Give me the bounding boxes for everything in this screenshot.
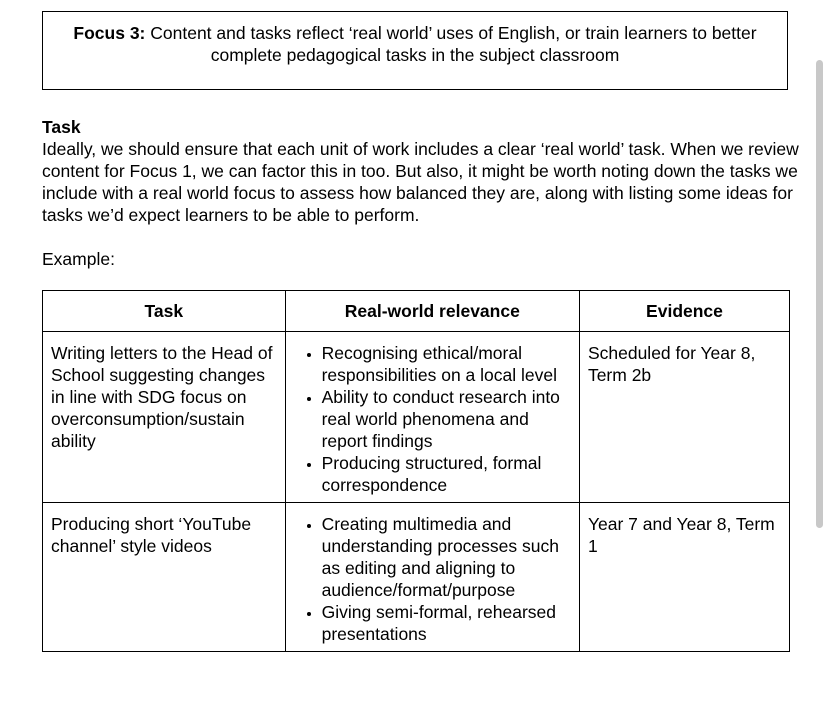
list-item: • Ability to conduct research into real world phenomena and report findings	[322, 386, 571, 452]
relevance-cell	[285, 503, 579, 652]
list-item: • Producing structured, formal correspondence	[322, 452, 571, 496]
header-evidence: Evidence	[579, 291, 789, 332]
relevance-cell	[285, 332, 579, 503]
relevance-list	[294, 513, 571, 645]
task-cell: Producing short ‘YouTube channel’ style videos	[43, 503, 286, 652]
list-item: • Recognising ethical/moral responsibilities on a local level	[322, 342, 571, 386]
scrollbar[interactable]	[816, 60, 823, 528]
evidence-cell: Scheduled for Year 8, Term 2b	[579, 332, 789, 503]
task-paragraph: Ideally, we should ensure that each unit of work includes a clear ‘real world’ task. When we review content for Focus 1, we can factor this in too. But also, it might be worth noting down the tasks we include with a real world focus to assess how balanced they are, along with listing some ideas for tasks we’d expect learners to be able to perform.	[42, 139, 799, 225]
table-row	[43, 503, 790, 652]
task-heading: Task	[42, 117, 81, 137]
header-relevance: Real-world relevance	[285, 291, 579, 332]
evidence-cell: Year 7 and Year 8, Term 1	[579, 503, 789, 652]
header-task: Task	[43, 291, 286, 332]
list-item: • Giving semi-formal, rehearsed presentations	[322, 601, 571, 645]
task-cell: Writing letters to the Head of School suggesting changes in line with SDG focus on overconsumption/sustain ability	[43, 332, 286, 503]
list-item: • Creating multimedia and understanding processes such as editing and aligning to audience/format/purpose	[322, 513, 571, 601]
focus-label: Focus 3:	[73, 23, 146, 43]
example-label: Example:	[42, 249, 115, 269]
task-section	[42, 116, 802, 270]
relevance-list	[294, 342, 571, 496]
table-row	[43, 332, 790, 503]
table-header-row	[43, 291, 790, 332]
focus-box	[42, 11, 788, 90]
tasks-table	[42, 290, 790, 652]
focus-text: Content and tasks reflect ‘real world’ uses of English, or train learners to better complete pedagogical tasks in the subject classroom	[145, 23, 757, 65]
